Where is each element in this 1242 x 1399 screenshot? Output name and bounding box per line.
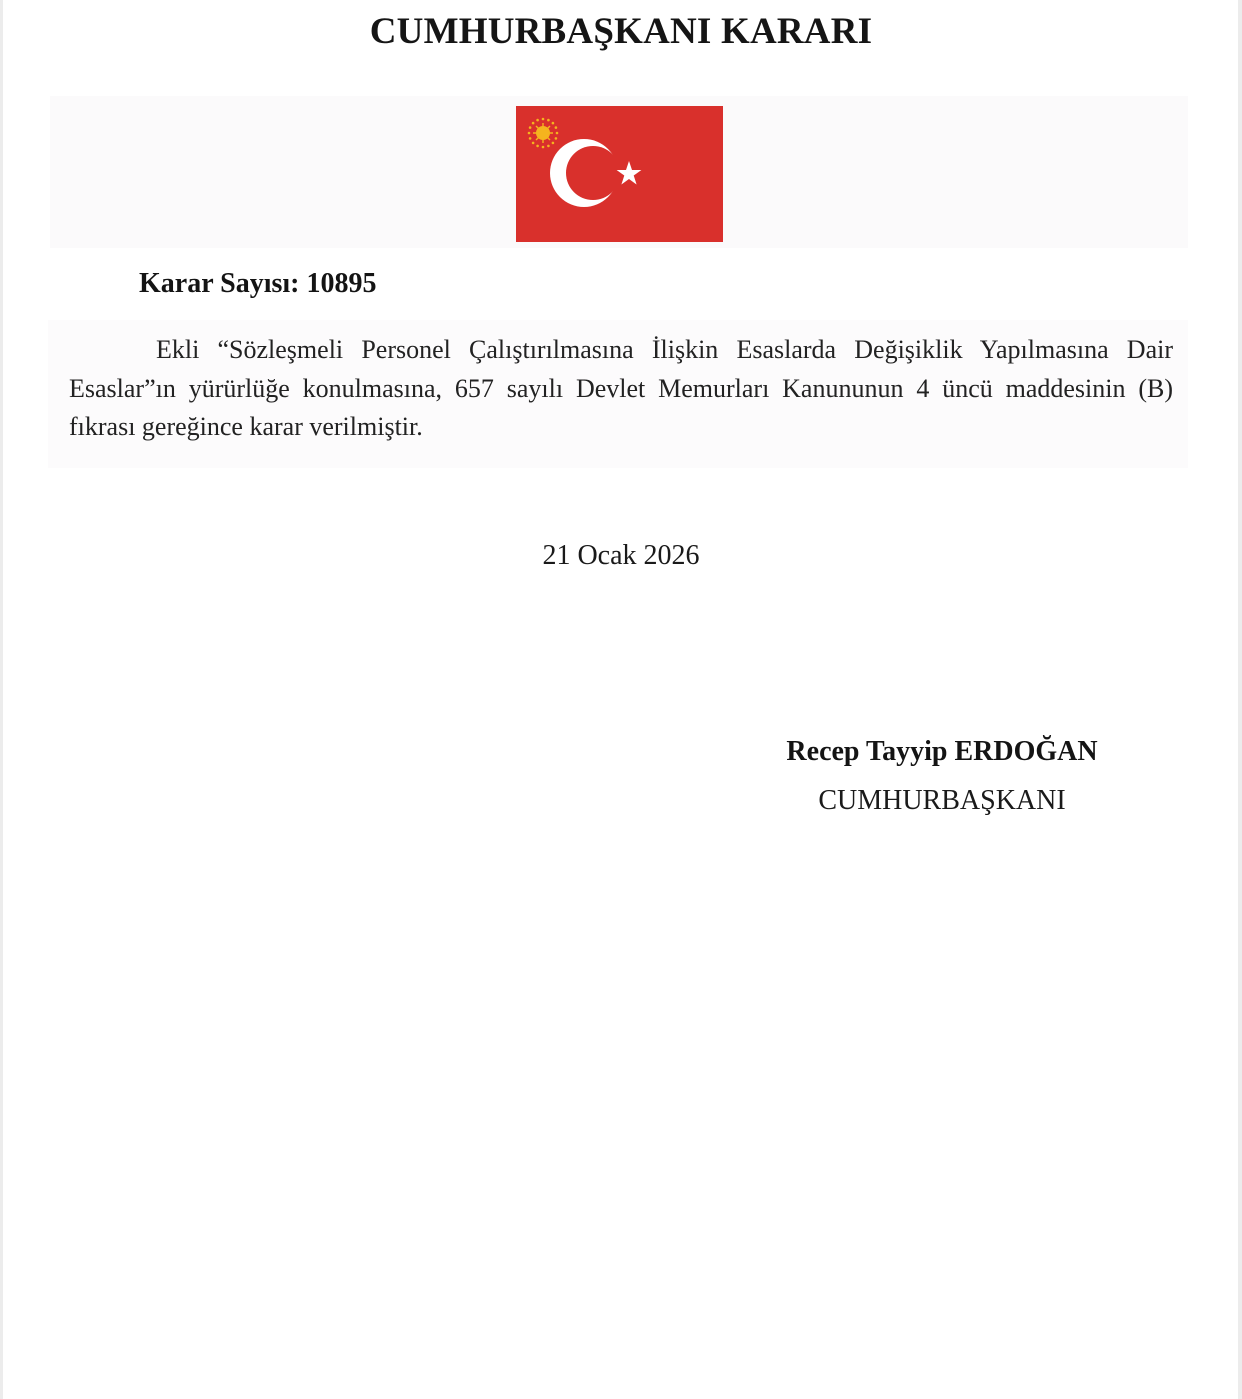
document-title: CUMHURBAŞKANI KARARI (369, 11, 873, 52)
page-edge-left (0, 0, 3, 1399)
turkish-presidential-flag-icon (516, 106, 723, 242)
page-edge-right (1238, 0, 1242, 1399)
decision-date: 21 Ocak 2026 (542, 540, 700, 571)
signatory-name: Recep Tayyip ERDOĞAN (786, 736, 1098, 767)
decision-number: Karar Sayısı: 10895 (139, 268, 377, 299)
decision-body-text: Ekli “Sözleşmeli Personel Çalıştırılmasına İlişkin Esaslarda Değişiklik Yapılmasına Dair Esaslar”ın yürürlüğe konulmasına, 657 sayılı Devlet Memurları Kanununun 4 üncü maddesinin (B) fıkrası gereğince karar verilmiştir. (69, 335, 1173, 441)
signature-block (742, 733, 1142, 820)
signatory-title: CUMHURBAŞKANI (818, 785, 1066, 816)
